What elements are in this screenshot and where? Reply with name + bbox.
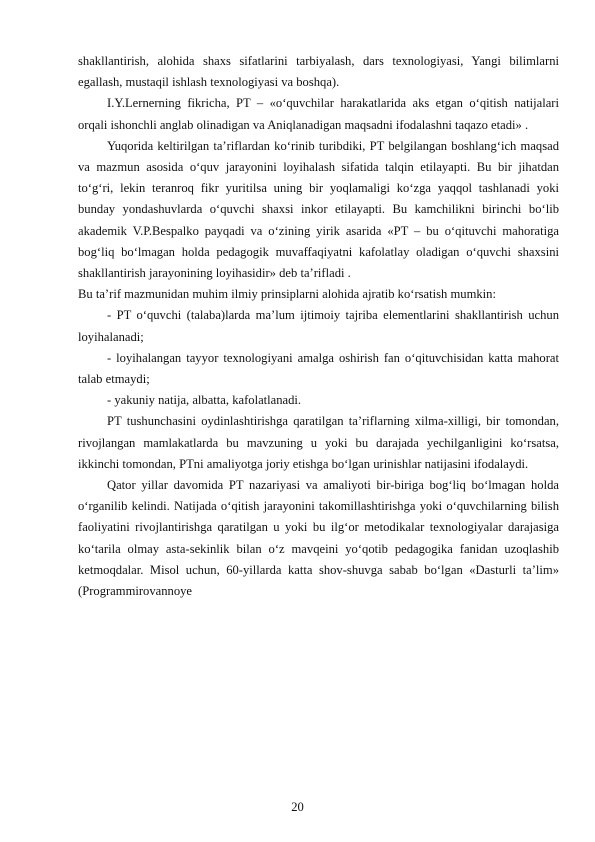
- document-page: [78, 51, 559, 602]
- paragraph-principles-intro: Bu ta’rif mazmunidan muhim ilmiy prinsiplarni alohida ajratib ko‘rsatish mumkin:: [78, 287, 496, 302]
- page-number: 20: [291, 800, 304, 814]
- paragraph-theory-practice: Qator yillar davomida PT nazariyasi va amaliyoti bir-biriga bog‘liq bo‘lmagan holda o‘rganilib kelindi. Natijada o‘qitish jarayonini takomillashtirishga yoki o‘quvchilarning bilish faoliyatini rivojlantirishga qaratilgan u yoki bu ilg‘or metodikalar texnologiyalar darajasiga ko‘tarila olmay asta-sekinlik bilan o‘z mavqeini yo‘qotib pedagogika fanidan uzoqlashib ketmoqdalar. Misol uchun, 60-yillarda katta shov-shuvga sabab bo‘lgan «Dasturli ta’lim» (Programmirovannoye: [78, 478, 559, 599]
- paragraph-bespalko-definition: Yuqorida keltirilgan ta’riflardan ko‘rinib turibdiki, PT belgilangan boshlang‘ich maqsad va mazmun asosida o‘quv jarayonini loyihalash sifatida talqin etilayapti. Bu bir jihatdan to‘g‘ri, lekin teranroq fikr yuritilsa uning bir yoqlamaligi ko‘zga yaqqol tashlanadi yoki bunday yondashuvlarda o‘quvchi shaxsi inkor etilayapti. Bu kamchilikni birinchi bo‘lib akademik V.P.Bespalko payqadi va o‘zining yirik asarida «PT – bu o‘qituvchi mahoratiga bog‘liq bo‘lmagan holda pedagogik muvaffaqiyatni kafolatlay oladigan o‘quvchi shaxsini shakllantirish jarayonining loyihasidir» deb ta’rifladi .: [78, 138, 559, 281]
- paragraph-continuation: shakllantirish, alohida shaxs sifatlarini tarbiyalash, dars texnologiyasi, Yangi bilimlarni egallash, mustaqil ishlash texnologiyasi va boshqa).: [78, 54, 559, 90]
- paragraph-lerner-definition: I.Y.Lernerning fikricha, PT – «o‘quvchilar harakatlarida aks etgan o‘qitish natijalari orqali ishonchli anglab olinadigan va Aniqlanadigan maqsadni ifodalashni taqazo etadi» .: [78, 96, 559, 132]
- list-item-principle-2: - loyihalangan tayyor texnologiyani amalga oshirish fan o‘qituvchisidan katta mahorat talab etmaydi;: [78, 350, 559, 387]
- list-item-principle-1: - PT o‘quvchi (talaba)larda ma’lum ijtimoiy tajriba elementlarini shakllantirish uchun loyihalanadi;: [78, 308, 559, 344]
- paragraph-definitions-diversity: PT tushunchasini oydinlashtirishga qaratilgan ta’riflarning xilma-xilligi, bir tomondan, rivojlangan mamlakatlarda bu mavzuning u yoki bu darajada yechilganligini ko‘rsatsa, ikkinchi tomondan, PTni amaliyotga joriy etishga bo‘lgan urinishlar natijasini ifodalaydi.: [78, 414, 559, 471]
- list-item-principle-3: - yakuniy natija, albatta, kafolatlanadi.: [107, 393, 302, 408]
